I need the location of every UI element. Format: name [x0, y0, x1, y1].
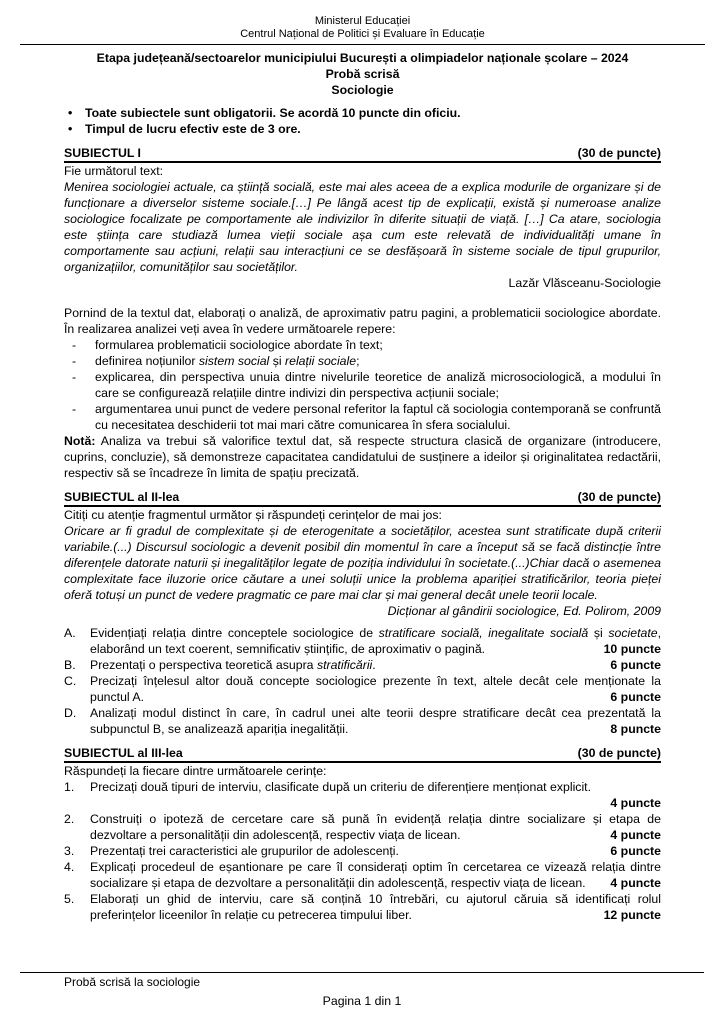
subject2-item-b: [64, 657, 661, 673]
item-marker: A.: [64, 626, 76, 640]
subject3-heading: [64, 745, 661, 763]
header-divider: [20, 44, 705, 45]
text-run: definirea noțiunilor: [95, 354, 199, 368]
subject2-items: [64, 625, 661, 737]
subject3-item-5: [64, 891, 661, 923]
subject2-heading-title: SUBIECTUL al II-lea: [64, 490, 180, 504]
text-run: ;: [356, 354, 360, 368]
item-text: [90, 811, 661, 843]
item-text: [90, 657, 661, 673]
subject1-quote: Menirea sociologiei actuale, ca știință socială, este mai ales aceea de a explica modurile de organizare și de funcționare a diverselor sisteme sociale.[…] Pe lângă acest tip de explicații, există și numeroase analize sociologice focalizate pe comportamente ale indivizilor în diferite situații de viață. […] Ca atare, sociologia este știința care studiază lumea vieții sociale așa cum este relevată de individualități umane în comportamente sau acțiuni, relații sau interacțiuni ce se desfășoară în sisteme sociale de tipul grupurilor, organizațiilor, comunităților sau societăților.: [64, 180, 661, 274]
text-run: și: [269, 354, 286, 368]
text-run: Evidențiați relația dintre conceptele sociologice de: [90, 626, 379, 640]
repere-text: [95, 353, 661, 369]
text-run: Precizați înțelesul altor două concepte sociologice prezente în text, altele decât cele menționate la punctul A.: [90, 674, 661, 704]
text-run-italic: relații sociale: [285, 354, 357, 368]
subject2-source: Dicționar al gândirii sociologice, Ed. Polirom, 2009: [387, 604, 661, 618]
subject1-repere-4: [64, 401, 661, 433]
subject2-item-c: [64, 673, 661, 705]
item-marker: 4.: [64, 860, 75, 874]
header-ministry: Ministerul Educației: [314, 15, 411, 27]
footer-page-number: Pagina 1 din 1: [322, 994, 402, 1008]
subject1-heading: [64, 145, 661, 163]
item-marker: D.: [64, 706, 77, 720]
subject1-task: Pornind de la textul dat, elaborați o analiză, de aproximativ patru pagini, a problematicii sociologice abordate. În realizarea analizei veți avea în vedere următoarele repere:: [64, 306, 661, 336]
item-text: [90, 891, 661, 923]
page-header: [64, 15, 661, 41]
item-text: [90, 673, 661, 705]
item-points: 8 puncte: [604, 721, 661, 737]
text-run: și: [588, 626, 609, 640]
item-marker: 3.: [64, 844, 75, 858]
item-marker: B.: [64, 658, 76, 672]
title-discipline: Sociologie: [331, 83, 394, 97]
item-text: Precizați două tipuri de interviu, clasificate după un criteriu de diferențiere menționat explicit.: [90, 780, 592, 794]
subject3-lead: Răspundeți la fiecare dintre următoarele cerințe:: [64, 764, 327, 778]
dash-icon: -: [72, 354, 77, 368]
header-agency: Centrul Național de Politici și Evaluare în Educație: [240, 28, 485, 40]
repere-text: argumentarea unui punct de vedere personal referitor la faptul că sociologia contemporană se confruntă cu necesitatea deschiderii tot mai mari către comunicarea în sfera socialului.: [95, 402, 661, 432]
footer-exam-label: Probă scrisă la sociologie: [64, 975, 201, 989]
dash-icon: -: [72, 338, 77, 352]
text-run-italic: societate: [608, 626, 658, 640]
repere-text: explicarea, din perspectiva unuia dintre nivelurile teoretice de analiză microsociologică, a modului în care se configurează relațiile dintre indivizi din perspectiva acțiunii sociale;: [95, 370, 661, 400]
text-run: Construiți o ipoteză de cercetare care să pună în evidență relația dintre socializare și etapa de dezvoltare a personalității din adolescență, respectiv viața de licean.: [90, 812, 661, 842]
subject2-quote: Oricare ar fi gradul de complexitate și de eterogenitate a societăților, acestea sunt stratificate după criterii variabile.(...) Discursul sociologic a devenit posibil din momentul în care a început să se facă distincție între diferențele datorate naturii și inegalităților legate de poziția individului în societate.(...)Chiar dacă o asemenea complexitate face iluzorie orice căutare a unei soluții unice la problema apariției stratificărilor, teoria pieței oferă totuși un punct de vedere pragmatic ce pare mai clar și mai general decât unele teorii locale.: [64, 524, 661, 602]
item-marker: C.: [64, 674, 77, 688]
title-block: [64, 50, 661, 98]
footer-divider: [20, 972, 704, 973]
text-run-italic: stratificare socială, inegalitate socială: [378, 626, 589, 640]
item-marker: 1.: [64, 780, 75, 794]
instruction-text: Timpul de lucru efectiv este de 3 ore.: [85, 122, 301, 136]
instruction-text: Toate subiectele sunt obligatorii. Se acordă 10 puncte din oficiu.: [85, 106, 461, 120]
general-instructions: [64, 105, 661, 137]
text-run: Prezentați o perspectiva teoretică asupra: [90, 658, 317, 672]
text-run: Elaborați un ghid de interviu, care să conțină 10 întrebări, cu ajutorul căruia să identificați rolul preferințelor liceenilor în relație cu petrecerea timpului liber.: [90, 892, 661, 922]
subject3-heading-points: (30 de puncte): [577, 746, 661, 760]
subject1-lead: Fie următorul text:: [64, 164, 164, 178]
subject1-heading-title: SUBIECTUL I: [64, 146, 141, 160]
dash-icon: -: [72, 370, 77, 384]
text-run: .: [372, 658, 376, 672]
subject1-heading-points: (30 de puncte): [577, 146, 661, 160]
subject2-lead: Citiți cu atenție fragmentul următor și răspundeți cerințelor de mai jos:: [64, 508, 442, 522]
item-points: 4 puncte: [610, 796, 661, 810]
item-points: 10 puncte: [598, 641, 661, 657]
subject1-repere-2: [64, 353, 661, 369]
item-text: [90, 705, 661, 737]
page-footer: [20, 972, 704, 1009]
text-run: , elaborând un text coerent, semnificativ științific, de aproximativ o pagină.: [90, 626, 661, 656]
subject1-source: Lazăr Vlăsceanu-Sociologie: [508, 276, 661, 290]
item-points: 4 puncte: [604, 875, 661, 891]
instruction-item: [64, 105, 661, 121]
dash-icon: -: [72, 402, 77, 416]
instruction-item: [64, 121, 661, 137]
item-points: 6 puncte: [604, 843, 661, 859]
subject1-note: [64, 433, 661, 481]
subject2-item-a: [64, 625, 661, 657]
item-points: 12 puncte: [598, 907, 661, 923]
item-marker: 5.: [64, 892, 75, 906]
item-marker: 2.: [64, 812, 75, 826]
bullet-icon: •: [68, 122, 73, 136]
item-text: [90, 625, 661, 657]
subject3-item-4: [64, 859, 661, 891]
item-points: 4 puncte: [604, 827, 661, 843]
subject1-repere-1: [64, 337, 661, 353]
subject1-repere-3: [64, 369, 661, 401]
item-points: 6 puncte: [604, 689, 661, 705]
note-label: Notă:: [64, 434, 96, 448]
subject2-heading: [64, 489, 661, 507]
item-points: 6 puncte: [604, 657, 661, 673]
title-exam-type: Probă scrisă: [325, 67, 400, 81]
text-run: Analizați modul distinct în care, în cadrul unei alte teorii despre stratificare decât cea prezentată la subpunctul B, se analizează apariția inegalității.: [90, 706, 661, 736]
subject2-heading-points: (30 de puncte): [577, 490, 661, 504]
item-text: [90, 843, 661, 859]
subject3-heading-title: SUBIECTUL al III-lea: [64, 746, 183, 760]
title-stage: Etapa județeană/sectoarelor municipiului București a olimpiadelor naționale școlare – 2024: [96, 51, 629, 65]
text-run: Explicați procedeul de eșantionare pe care îl considerați optim în cercetarea ce vizează relația dintre socializare și etapa de dezvoltare a personalității din adolescență, respectiv viața de licean.: [90, 860, 661, 890]
subject3-item-1: [64, 779, 661, 795]
subject2-item-d: [64, 705, 661, 737]
text-run: Prezentați trei caracteristici ale grupurilor de adolescenți.: [90, 844, 399, 858]
bullet-icon: •: [68, 106, 73, 120]
repere-text: formularea problematicii sociologice abordate în text;: [95, 338, 383, 352]
subject3-item-3: [64, 843, 661, 859]
item-text: [90, 859, 661, 891]
text-run-italic: sistem social: [198, 354, 270, 368]
text-run-italic: stratificării: [316, 658, 373, 672]
note-text: Analiza va trebui să valorifice textul dat, să respecte structura clasică de organizare (introducere, cuprins, concluzie), să demonstreze capacitatea candidatului de susținere a ideilor și originalitatea redactării, respectiv să se încadreze în limita de spațiu precizată.: [64, 434, 661, 480]
subject3-item-2: [64, 811, 661, 843]
